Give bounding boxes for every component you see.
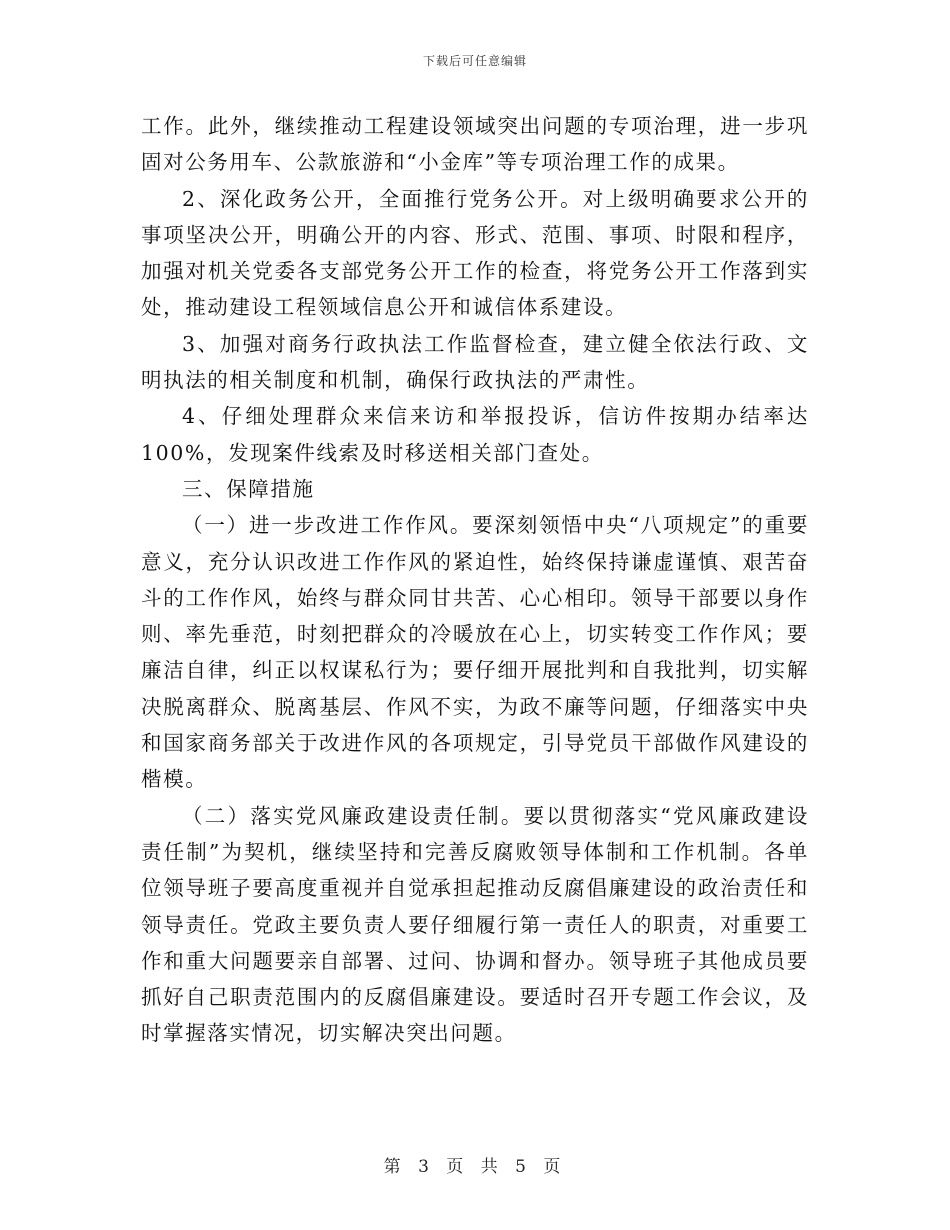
body-text: [141, 108, 809, 1052]
paragraph-subsection-2: （二）落实党风廉政建设责任制。要以贯彻落实“党风廉政建设责任制”为契机，继续坚持和完善反腐败领导体制和工作机制。各单位领导班子要高度重视并自觉承担起推动反腐倡廉建设的政治责任和领导责任。党政主要负责人要仔细履行第一责任人的职责，对重要工作和重大问题要亲自部署、过问、协调和督办。领导班子其他成员要抓好自己职责范围内的反腐倡廉建设。要适时召开专题工作会议，及时掌握落实情况，切实解决突出问题。: [141, 803, 809, 1046]
paragraph-item-2: 2、深化政务公开，全面推行党务公开。对上级明确要求公开的事项坚决公开，明确公开的内容、形式、范围、事项、时限和程序，加强对机关党委各支部党务公开工作的检查，将党务公开工作落到实处，推动建设工程领域信息公开和诚信体系建设。: [141, 186, 809, 320]
section-heading: 三、保障措施: [182, 476, 315, 501]
paragraph-continuation: 工作。此外，继续推动工程建设领域突出问题的专项治理，进一步巩固对公务用车、公款旅游和“小金库”等专项治理工作的成果。: [141, 114, 809, 175]
paragraph-item-4: 4、仔细处理群众来信来访和举报投诉，信访件按期办结率达100%，发现案件线索及时移送相关部门查处。: [141, 404, 809, 465]
paragraph-item-3: 3、加强对商务行政执法工作监督检查，建立健全依法行政、文明执法的相关制度和机制，确保行政执法的严肃性。: [141, 331, 809, 393]
page-number-footer: 第 3 页 共 5 页: [383, 1157, 567, 1177]
header-note: 下载后可任意编辑: [422, 54, 527, 68]
paragraph-subsection-1: （一）进一步改进工作作风。要深刻领悟中央“八项规定”的重要意义，充分认识改进工作作风的紧迫性，始终保持谦虚谨慎、艰苦奋斗的工作作风，始终与群众同甘共苦、心心相印。领导干部要以身作则、率先垂范，时刻把群众的冷暖放在心上，切实转变工作作风；要廉洁自律，纠正以权谋私行为；要仔细开展批判和自我批判，切实解决脱离群众、脱离基层、作风不实，为政不廉等问题，仔细落实中央和国家商务部关于改进作风的各项规定，引导党员干部做作风建设的楷模。: [141, 513, 809, 792]
